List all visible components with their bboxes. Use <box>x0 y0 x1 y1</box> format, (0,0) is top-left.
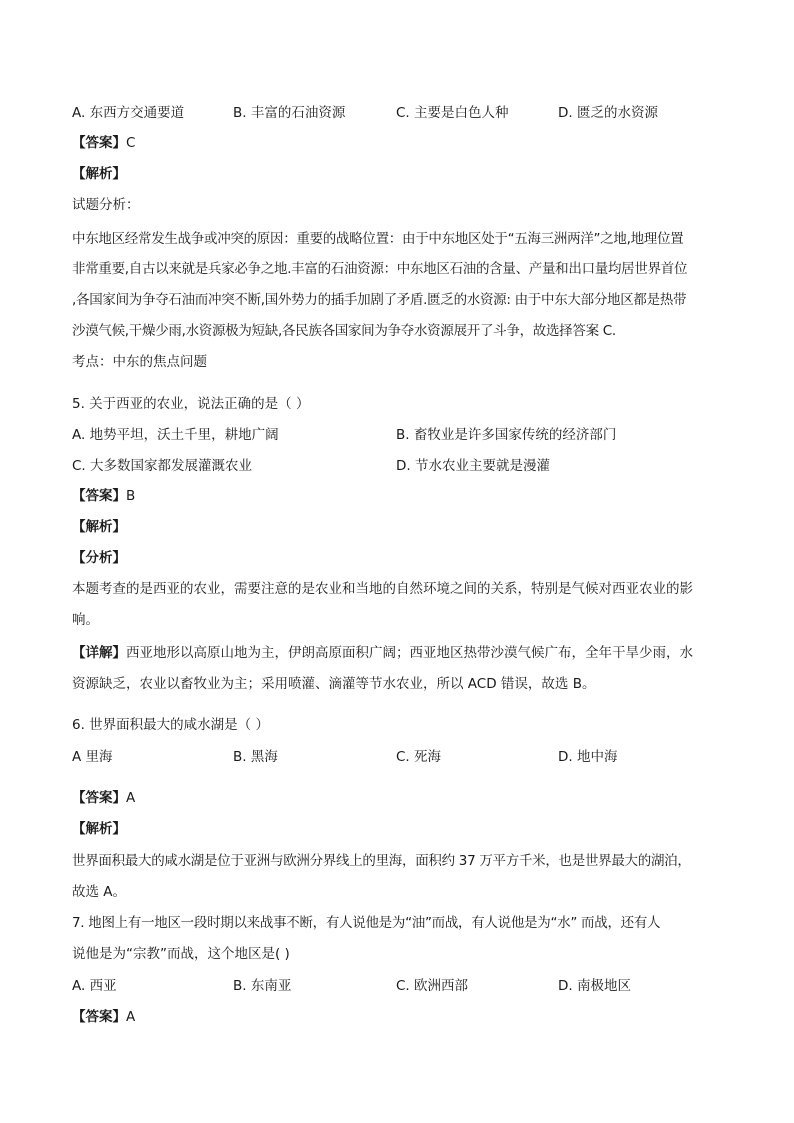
q6-answer-value: A <box>126 790 136 806</box>
q4-analysis-line: 非常重要,自古以来就是兵家必争之地.丰富的石油资源：中东地区石油的含量、产量和出口量均居世界首位 <box>72 261 688 277</box>
q4-analysis-line: 中东地区经常发生战争或冲突的原因：重要的战略位置：由于中东地区处于“五海三洲两洋”之地,地理位置 <box>72 231 684 247</box>
q5-option-b: B. 畜牧业是许多国家传统的经济部门 <box>396 427 617 443</box>
q5-xiangjie <box>72 643 693 663</box>
q5-fenxi-line: 响。 <box>72 612 99 628</box>
q4-analysis-line: 沙漠气候,干燥少雨,水资源极为短缺,各民族各国家间为争夺水资源展开了斗争，故选择答案 C. <box>72 323 616 339</box>
q6-option-a: A 里海 <box>72 749 113 765</box>
q5-answer-tag: 【答案】 <box>72 488 126 504</box>
q4-analysis-title: 试题分析： <box>72 197 140 213</box>
q7-answer-value: A <box>126 1009 136 1025</box>
q5-answer <box>72 486 135 506</box>
q4-kaodian: 考点：中东的焦点问题 <box>72 354 207 370</box>
q6-option-d: D. 地中海 <box>558 749 618 765</box>
q5-fenxi-line: 本题考查的是西亚的农业，需要注意的是农业和当地的自然环境之间的关系，特别是气候对西亚农业的影 <box>72 581 693 597</box>
q7-option-d: D. 南极地区 <box>558 978 631 994</box>
q4-answer-value: C <box>126 135 136 151</box>
q4-option-b: B. 丰富的石油资源 <box>233 105 346 121</box>
q6-option-c: C. 死海 <box>396 749 442 765</box>
q4-analysis-line: ,各国家间为争夺石油而冲突不断,国外势力的插手加剧了矛盾.匮乏的水资源: 由于中东大部分地区都是热带 <box>72 292 687 308</box>
q4-answer-tag: 【答案】 <box>72 135 126 151</box>
q4-answer <box>72 133 135 153</box>
q6-analysis-line: 故选 A。 <box>72 884 127 900</box>
q5-xiangjie-tag: 【详解】 <box>72 645 126 661</box>
q6-answer <box>72 788 135 808</box>
q7-stem-line: 说他是为“宗教”而战，这个地区是( ) <box>72 946 290 962</box>
q5-xiangjie-line: 西亚地形以高原山地为主，伊朗高原面积广阔；西亚地区热带沙漠气候广布，全年干旱少雨，水 <box>126 645 693 661</box>
q4-option-a: A. 东西方交通要道 <box>72 105 185 121</box>
q7-option-a: A. 西亚 <box>72 978 117 994</box>
q7-answer-tag: 【答案】 <box>72 1009 126 1025</box>
q7-answer <box>72 1007 135 1027</box>
q5-analysis-tag: 【解析】 <box>72 519 126 535</box>
q7-stem-line: 7. 地图上有一地区一段时期以来战事不断，有人说他是为“油”而战，有人说他是为“水” 而战，还有人 <box>72 915 661 931</box>
q6-answer-tag: 【答案】 <box>72 790 126 806</box>
q6-analysis-line: 世界面积最大的咸水湖是位于亚洲与欧洲分界线上的里海，面积约 37 万平方千米，也是世界最大的湖泊， <box>72 853 691 869</box>
q4-analysis-tag: 【解析】 <box>72 166 126 182</box>
q5-stem: 5. 关于西亚的农业，说法正确的是（ ） <box>72 396 310 412</box>
q6-analysis-tag: 【解析】 <box>72 821 126 837</box>
q7-option-b: B. 东南亚 <box>233 978 292 994</box>
q7-option-c: C. 欧洲西部 <box>396 978 469 994</box>
q5-option-a: A. 地势平坦，沃土千里，耕地广阔 <box>72 427 279 443</box>
q5-option-d: D. 节水农业主要就是漫灌 <box>396 458 550 474</box>
q4-option-c: C. 主要是白色人种 <box>396 105 509 121</box>
q4-option-d: D. 匮乏的水资源 <box>558 105 658 121</box>
q6-stem: 6. 世界面积最大的咸水湖是（ ） <box>72 717 269 733</box>
q5-fenxi-tag: 【分析】 <box>72 550 126 566</box>
q5-answer-value: B <box>126 488 136 504</box>
q5-option-c: C. 大多数国家都发展灌溉农业 <box>72 458 253 474</box>
q6-option-b: B. 黑海 <box>233 749 278 765</box>
q5-xiangjie-line: 资源缺乏，农业以畜牧业为主；采用喷灌、滴灌等节水农业，所以 ACD 错误，故选 B。 <box>72 676 596 692</box>
